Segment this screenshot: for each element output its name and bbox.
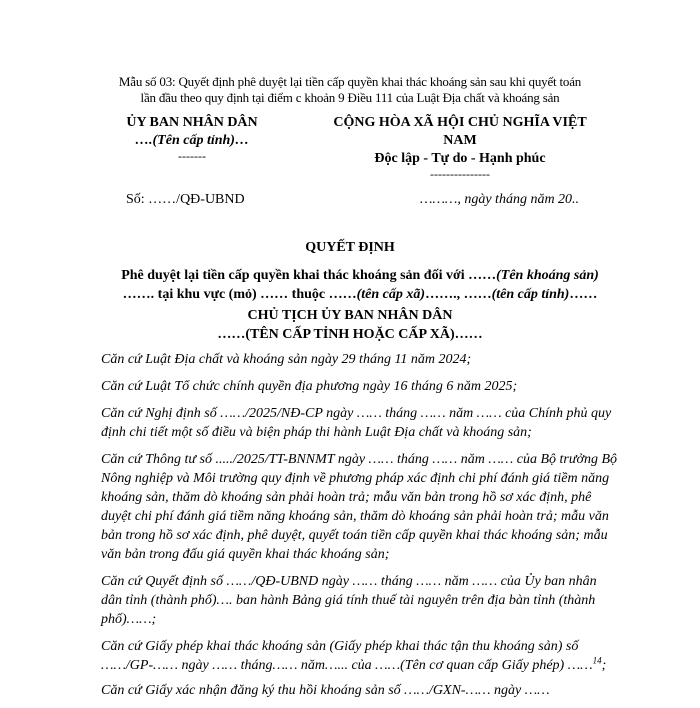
legal-basis-paragraph: [101, 637, 621, 675]
subtitle-text: ……. tại khu vực (mỏ) …… thuộc ……: [122, 287, 357, 302]
legal-basis-text: ;: [601, 658, 607, 673]
subtitle-text: ……: [569, 287, 598, 302]
national-header: [300, 114, 620, 180]
caption-line-1: Mẫu số 03: Quyết định phê duyệt lại tiền cấp quyền khai thác khoáng sản sau khi quyết toán: [118, 74, 582, 89]
chairman-line-1: CHỦ TỊCH ỦY BAN NHÂN DÂN: [247, 308, 453, 323]
document-date: ………, ngày tháng năm 20..: [420, 192, 580, 207]
mineral-name-placeholder: (Tên khoáng sản): [496, 268, 599, 283]
nation-name-line-1: CỘNG HÒA XÃ HỘI CHỦ NGHĨA VIỆT: [333, 115, 587, 130]
authority-divider: -------: [178, 149, 206, 163]
legal-bases: [101, 350, 621, 708]
commune-placeholder: (tên cấp xã): [356, 287, 426, 302]
subtitle-text: ……., ……: [425, 287, 492, 302]
subtitle-text: Phê duyệt lại tiền cấp quyền khai thác khoáng sản đối với ……: [121, 268, 497, 283]
chairman-line-2: ……(TÊN CẤP TỈNH HOẶC CẤP XÃ)……: [217, 327, 483, 342]
decision-title: QUYẾT ĐỊNH: [305, 240, 395, 255]
province-placeholder: (tên cấp tỉnh): [491, 287, 570, 302]
authority-name: ỦY BAN NHÂN DÂN: [126, 115, 258, 130]
document-number: Số: ……/QĐ-UBND: [126, 192, 245, 207]
decision-subtitle: [90, 266, 630, 304]
legal-basis-text: Căn cứ Giấy phép khai thác khoáng sản (Giấy phép khai thác tận thu khoáng sản) số ……/GP-…… ngày …… tháng…… năm…... của ……(Tên cơ quan cấp Giấy phép) ……: [101, 639, 593, 673]
nation-name-line-2: NAM: [443, 133, 477, 148]
caption-line-2: lần đầu theo quy định tại điểm c khoản 9 Điều 111 của Luật Địa chất và khoáng sản: [140, 90, 560, 105]
chairman-heading: [0, 306, 700, 344]
national-motto: Độc lập - Tự do - Hạnh phúc: [374, 151, 546, 166]
legal-basis-paragraph: Căn cứ Giấy xác nhận đăng ký thu hồi khoáng sản số ……/GXN-…… ngày ……: [101, 683, 550, 698]
authority-level: ….(Tên cấp tỉnh)…: [135, 133, 249, 148]
form-caption: [90, 74, 610, 106]
legal-basis-paragraph: Căn cứ Thông tư số ...../2025/TT-BNNMT ngày …… tháng …… năm …… của Bộ trưởng Bộ Nông nghiệp và Môi trường quy định về phương pháp xác định chi phí đánh giá tiềm năng khoáng sản, thăm dò khoáng sản phải hoàn trả; mẫu văn bản trong hồ sơ xác định, phê duyệt chi phí đánh giá tiềm năng khoáng sản, thăm dò khoáng sản phải hoàn trả; mẫu văn bản trong hồ sơ xác định, phê duyệt, quyết toán tiền cấp quyền khai thác khoáng sản; mẫu văn bản trong đấu giá quyền khai thác khoáng sản;: [101, 452, 618, 562]
issuing-authority-header: [100, 114, 284, 162]
subtitle-line-1: [90, 266, 630, 285]
subtitle-line-2: [90, 285, 630, 304]
legal-basis-paragraph: Căn cứ Luật Địa chất và khoáng sản ngày 29 tháng 11 năm 2024;: [101, 352, 472, 367]
legal-basis-paragraph: Căn cứ Luật Tổ chức chính quyền địa phương ngày 16 tháng 6 năm 2025;: [101, 379, 518, 394]
legal-basis-paragraph: Căn cứ Nghị định số ……/2025/NĐ-CP ngày …… tháng …… năm …… của Chính phủ quy định chi tiết một số điều và biện pháp thi hành Luật Địa chất và khoáng sản;: [101, 406, 612, 440]
footnote-marker: 14: [592, 655, 602, 666]
legal-basis-paragraph: Căn cứ Quyết định số ……/QĐ-UBND ngày …… tháng …… năm …… của Ủy ban nhân dân tỉnh (thành phố)…. ban hành Bảng giá tính thuế tài nguyên trên địa bàn tỉnh (thành phố)……;: [101, 574, 597, 627]
motto-divider: ---------------: [430, 167, 490, 181]
